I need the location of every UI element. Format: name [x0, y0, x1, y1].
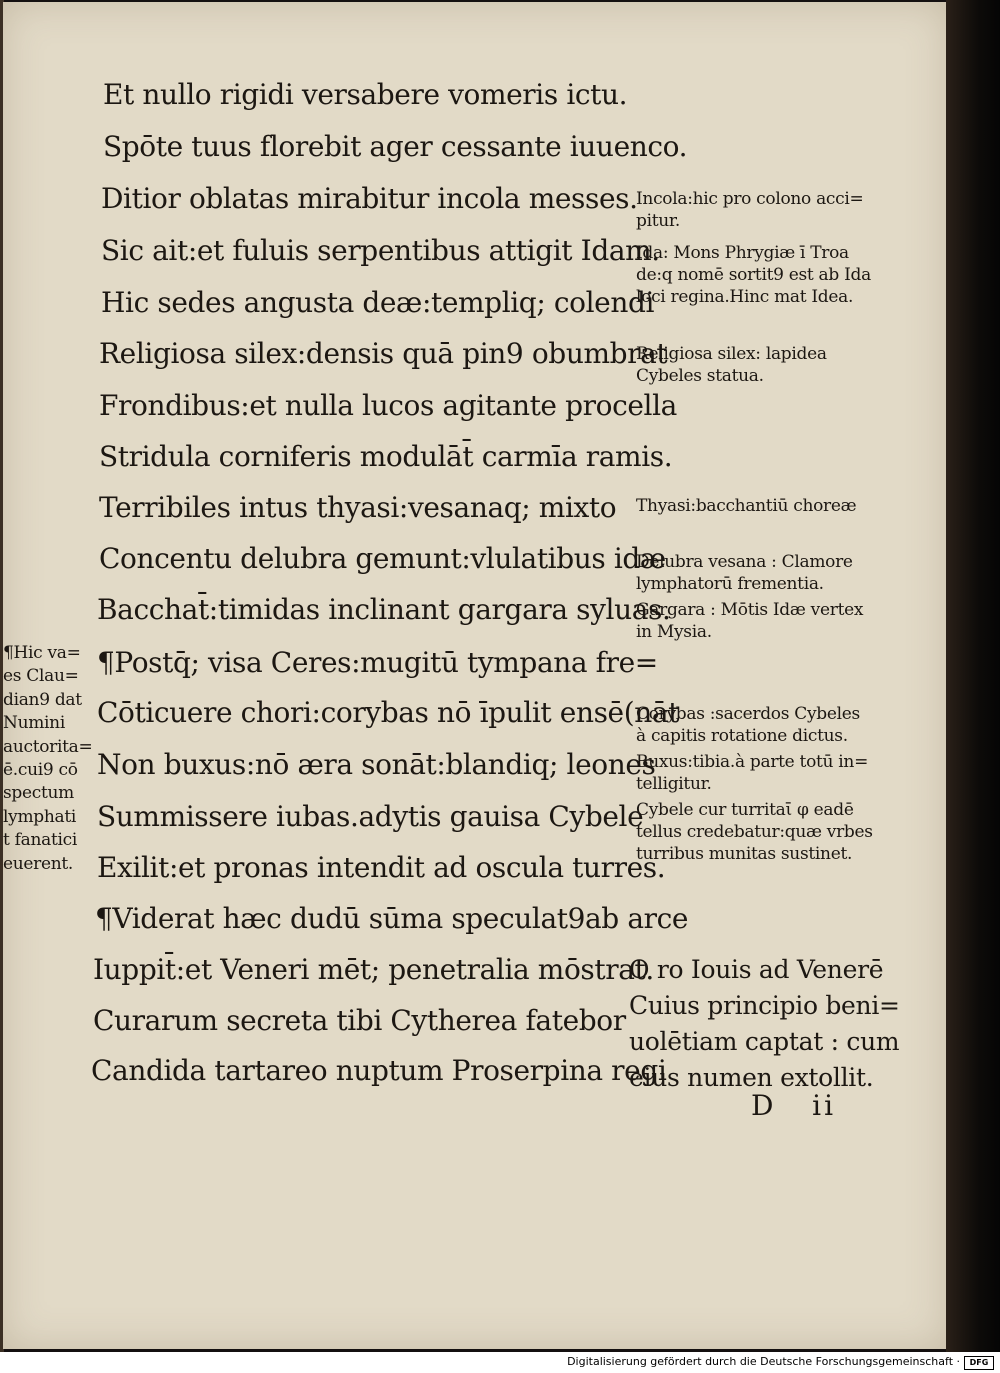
verse-line: Non buxus:nō æra sonāt:blandiq; leones: [97, 748, 656, 781]
verse-line: Stridula corniferis modulāt̄ carmīa ramis.: [99, 440, 673, 473]
marginal-gloss: Delubra vesana : Clamore lymphatorū frementia.: [636, 552, 853, 594]
digitization-footer: [0, 1352, 1000, 1373]
marginal-gloss: Buxus:tibia.à parte totū in= telligitur.: [636, 752, 869, 794]
verse-line: Cōticuere chori:corybas nō īpulit ensē(nāt: [97, 696, 680, 729]
verse-line: Religiosa silex:densis quā pin9 obumbrat: [99, 337, 668, 370]
verse-line: Frondibus:et nulla lucos agitante procella: [99, 389, 677, 422]
verse-line: Curarum secreta tibi Cytherea fatebor: [93, 1004, 626, 1037]
footer-credit: Digitalisierung gefördert durch die Deutsche Forschungsgemeinschaft ·: [567, 1355, 960, 1368]
marginal-gloss: Gargara : Mōtis Idæ vertex in Mysia.: [636, 600, 864, 642]
marginal-gloss: Thyasi:bacchantiū choreæ: [636, 496, 857, 516]
verse-line: ¶Viderat hæc dudū sūma speculat9ab arce: [95, 902, 689, 935]
verse-line: Terribiles intus thyasi:vesanaq; mixto: [99, 491, 617, 524]
marginal-gloss: Cybele cur turritaῑ φ eadē tellus credebatur:quæ vrbes turribus munitas sustinet.: [636, 800, 873, 864]
left-margin-note: ¶Hic va= es Clau= dian9 dat Numini auctorita= ē.cui9 cō spectum lymphati t fanatici euerent.: [3, 643, 93, 874]
verse-line: Bacchat̄:timidas inclinant gargara syluas.: [97, 593, 671, 626]
verse-line: Exilit:et pronas intendit ad oscula turres.: [97, 851, 666, 884]
marginal-gloss: Incola:hic pro colono acci= pitur.: [636, 189, 864, 231]
verse-line: Et nullo rigidi versabere vomeris ictu.: [103, 78, 628, 111]
dfg-logo: DFG: [964, 1356, 994, 1370]
verse-line: Concentu delubra gemunt:vlulatibus idæ: [99, 542, 666, 575]
verse-line: Iuppit̄:et Veneri mēt; penetralia mōstrat.: [93, 953, 654, 986]
verse-line: Hic sedes angusta deæ:templiq; colendi: [101, 286, 655, 319]
verse-line: Summissere iubas.adytis gauisa Cybele: [97, 800, 644, 833]
page-edge-shadow: [946, 0, 1000, 1352]
verse-line: ¶Postq̄; visa Ceres:mugitū tympana fre=: [97, 646, 658, 679]
marginal-gloss: Ida: Mons Phrygiæ ī Troa de:q nomē sortit9 est ab Ida loci regina.Hinc mat Idea.: [636, 243, 871, 307]
verse-line: Spōte tuus florebit ager cessante iuuenco.: [103, 130, 688, 163]
verse-line: Sic ait:et fuluis serpentibus attigit Idam.: [101, 234, 660, 267]
marginal-gloss: Corybas :sacerdos Cybeles à capitis rotatione dictus.: [636, 704, 860, 746]
verse-line: Candida tartareo nuptum Proserpina regi: [91, 1054, 667, 1087]
marginal-gloss: O ro Iouis ad Venerē Cuius principio beni= uolētiam captat : cum eius numen extollit.: [629, 955, 900, 1092]
signature-mark: D ii: [751, 1089, 837, 1122]
marginal-gloss: Religiosa silex: lapidea Cybeles statua.: [636, 344, 827, 386]
verse-line: Ditior oblatas mirabitur incola messes.: [101, 182, 638, 215]
book-page: [3, 2, 947, 1349]
